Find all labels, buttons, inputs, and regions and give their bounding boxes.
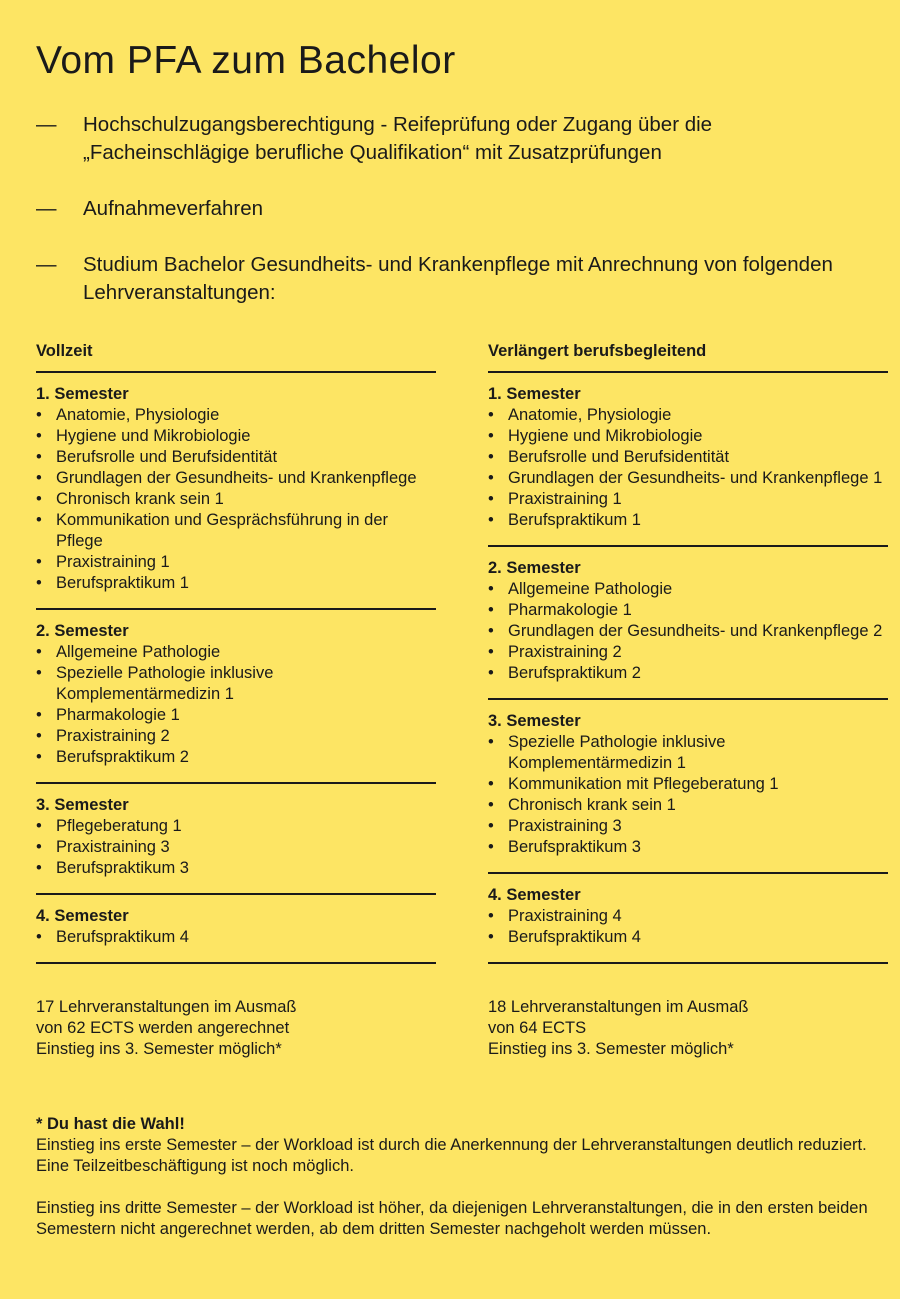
course-list [36,816,436,879]
course-item: • Berufspraktikum 3 [488,837,888,858]
summary [488,997,888,1060]
dash-bullet: — [36,197,57,220]
course-item: • Berufspraktikum 2 [488,663,888,684]
course-item: • Berufspraktikum 3 [36,858,436,879]
course-list [488,405,888,531]
course-item: • Berufspraktikum 1 [36,573,436,594]
summary-line: 18 Lehrveranstaltungen im Ausmaß [488,998,749,1016]
course-item: • Pharmakologie 1 [488,600,888,621]
course-list [36,927,436,948]
course-item: • Praxistraining 3 [36,837,436,858]
footnote-paragraph: Einstieg ins dritte Semester – der Workload ist höher, da diejenigen Lehrveranstaltungen, die in den ersten beiden Semestern nicht angerechnet werden, ab dem dritten Semester nachgeholt werden müssen. [36,1199,868,1238]
course-item: • Chronisch krank sein 1 [488,795,888,816]
semester-title: 4. Semester [36,907,129,925]
course-item: • Berufsrolle und Berufsidentität [36,447,436,468]
course-item: • Berufspraktikum 1 [488,510,888,531]
course-item: • Pharmakologie 1 [36,705,436,726]
course-list [488,579,888,684]
dash-bullet: — [36,113,57,136]
semester-title: 1. Semester [36,385,129,403]
summary-line: Einstieg ins 3. Semester möglich* [488,1040,734,1058]
semester-block [36,373,436,608]
semester-title: 2. Semester [488,559,581,577]
summary-line: Einstieg ins 3. Semester möglich* [36,1040,282,1058]
column-heading: Vollzeit [36,342,93,360]
intro-item [36,251,856,307]
semester-block [488,373,888,545]
course-item: • Praxistraining 1 [36,552,436,573]
semester-block [488,874,888,962]
divider [488,962,888,964]
course-item: • Praxistraining 4 [488,906,888,927]
footnote-paragraph: Einstieg ins erste Semester – der Workload ist durch die Anerkennung der Lehrveranstaltungen deutlich reduziert. Eine Teilzeitbeschäftigung ist noch möglich. [36,1136,867,1175]
intro-list [36,111,856,335]
course-item: • Berufsrolle und Berufsidentität [488,447,888,468]
course-item: • Allgemeine Pathologie [36,642,436,663]
column-berufsbegleitend [488,339,888,1060]
course-item: • Kommunikation und Gesprächsführung in der Pflege [36,510,436,552]
course-item: • Hygiene und Mikrobiologie [488,426,888,447]
course-list [36,642,436,768]
summary-line: von 64 ECTS [488,1019,587,1037]
summary [36,997,436,1060]
summary-line: 17 Lehrveranstaltungen im Ausmaß [36,998,297,1016]
semester-title: 4. Semester [488,886,581,904]
footnote [36,1114,876,1261]
course-item: • Berufspraktikum 4 [36,927,436,948]
course-item: • Spezielle Pathologie inklusive Komplementärmedizin 1 [488,732,888,774]
column-heading: Verlängert berufsbegleitend [488,342,707,360]
course-item: • Allgemeine Pathologie [488,579,888,600]
intro-item-text: Aufnahmeverfahren [83,197,264,220]
course-list [488,732,888,858]
course-item: • Spezielle Pathologie inklusive Komplementärmedizin 1 [36,663,436,705]
semester-block [36,895,436,962]
divider [36,962,436,964]
course-item: • Grundlagen der Gesundheits- und Krankenpflege 2 [488,621,888,642]
semester-title: 3. Semester [488,712,581,730]
course-item: • Grundlagen der Gesundheits- und Krankenpflege 1 [488,468,888,489]
course-item: • Kommunikation mit Pflegeberatung 1 [488,774,888,795]
page-title: Vom PFA zum Bachelor [36,39,456,82]
course-item: • Grundlagen der Gesundheits- und Krankenpflege [36,468,436,489]
semester-block [36,784,436,893]
intro-item [36,111,856,167]
course-item: • Anatomie, Physiologie [36,405,436,426]
intro-item-text: Studium Bachelor Gesundheits- und Krankenpflege mit Anrechnung von folgenden Lehrveranstaltungen: [83,253,833,304]
semester-block [488,700,888,872]
semester-block [488,547,888,698]
column-vollzeit [36,339,436,1060]
dash-bullet: — [36,253,57,276]
semester-block [36,610,436,782]
intro-item [36,195,856,223]
course-item: • Praxistraining 2 [488,642,888,663]
course-item: • Hygiene und Mikrobiologie [36,426,436,447]
course-item: • Anatomie, Physiologie [488,405,888,426]
summary-line: von 62 ECTS werden angerechnet [36,1019,290,1037]
course-item: • Chronisch krank sein 1 [36,489,436,510]
course-item: • Berufspraktikum 4 [488,927,888,948]
course-item: • Pflegeberatung 1 [36,816,436,837]
intro-item-text: Hochschulzugangsberechtigung - Reifeprüfung oder Zugang über die „Facheinschlägige berufliche Qualifikation“ mit Zusatzprüfungen [83,113,713,164]
course-list [488,906,888,948]
course-item: • Praxistraining 2 [36,726,436,747]
semester-title: 1. Semester [488,385,581,403]
course-item: • Praxistraining 3 [488,816,888,837]
course-item: • Berufspraktikum 2 [36,747,436,768]
course-item: • Praxistraining 1 [488,489,888,510]
semester-title: 3. Semester [36,796,129,814]
semester-title: 2. Semester [36,622,129,640]
course-list [36,405,436,594]
footnote-title: * Du hast die Wahl! [36,1115,185,1133]
